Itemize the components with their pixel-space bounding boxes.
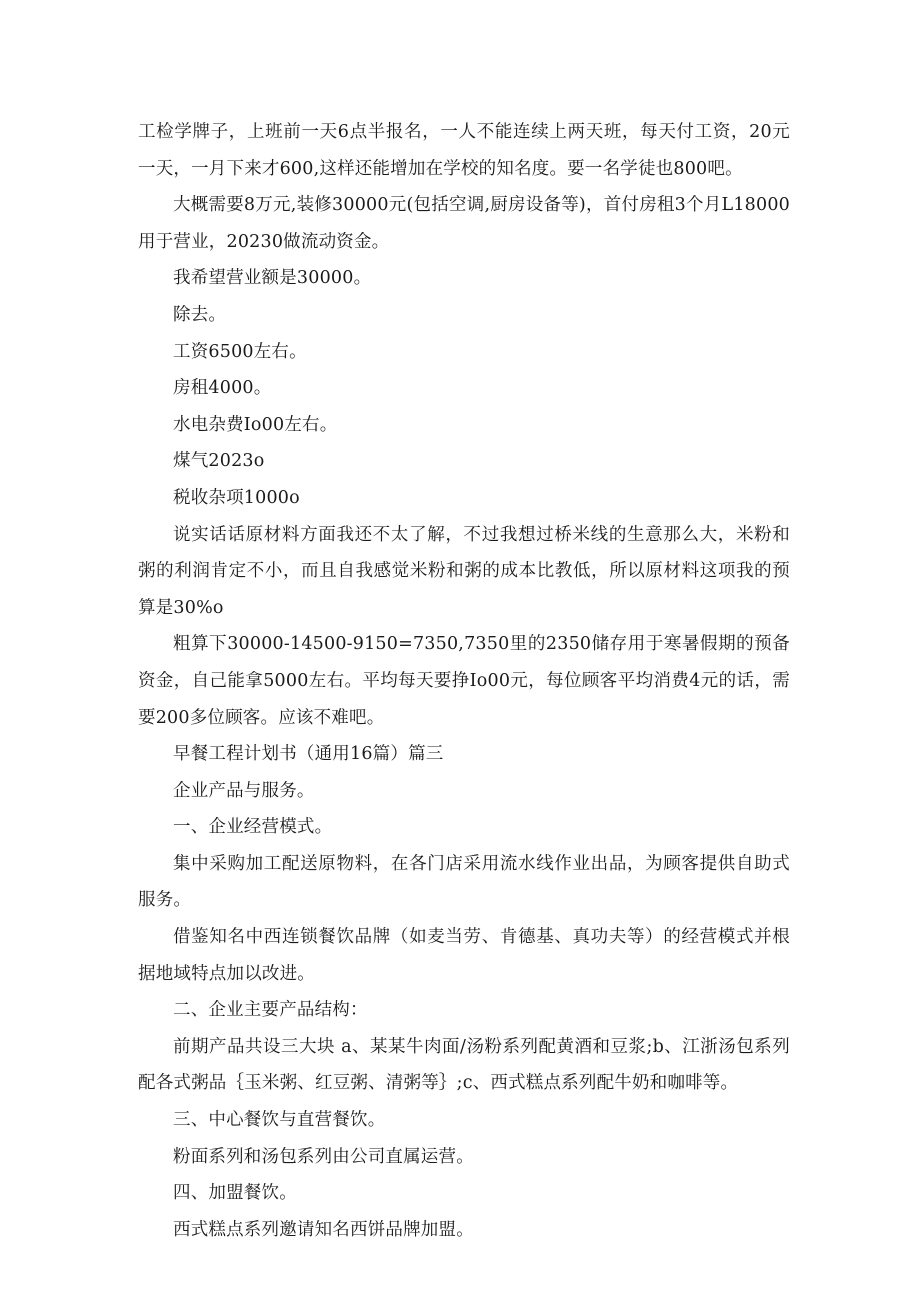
paragraph-11: 粗算下30000-14500-9150=7350,7350里的2350储存用于寒暑假期的预备资金，自己能拿5000左右。平均每天要挣Io00元，每位顾客平均消费4元的话，需要200多位顾客。应该不难吧。 [138, 634, 790, 728]
paragraph-3: 我希望营业额是30000。 [173, 268, 372, 289]
paragraph-16: 借鉴知名中西连锁餐饮品牌（如麦当劳、肯德基、真功夫等）的经营模式并根据地域特点加以改进。 [138, 927, 790, 984]
paragraph-7: 水电杂费Io00左右。 [173, 414, 338, 435]
paragraph-5: 工资6500左右。 [173, 341, 307, 362]
paragraph-9: 税收杂项1000o [173, 487, 300, 508]
paragraph-22: 西式糕点系列邀请知名西饼品牌加盟。 [173, 1219, 474, 1240]
subheading-business-model: 一、企业经营模式。 [173, 817, 333, 838]
paragraph-6: 房租4000。 [173, 378, 272, 399]
paragraph-8: 煤气2023o [173, 451, 265, 472]
document-body [138, 114, 790, 1248]
paragraph-18: 前期产品共设三大块 a、某某牛肉面/汤粉系列配黄酒和豆浆;b、江浙汤包系列配各式粥品｛玉米粥、红豆粥、清粥等｝;c、西式糕点系列配牛奶和咖啡等。 [138, 1036, 790, 1094]
section-heading: 早餐工程计划书（通用16篇）篇三 [173, 744, 444, 765]
subheading-product-structure: 二、企业主要产品结构： [173, 1000, 368, 1021]
paragraph-13: 企业产品与服务。 [173, 780, 315, 801]
paragraph-15: 集中采购加工配送原物料，在各门店采用流水线作业出品，为顾客提供自助式服务。 [138, 853, 790, 911]
paragraph-20: 粉面系列和汤包系列由公司直属运营。 [173, 1146, 474, 1167]
paragraph-2: 大概需要8万元,装修30000元(包括空调,厨房设备等)，首付房租3个月L18000用于营业，20230做流动资金。 [138, 195, 790, 252]
subheading-franchise: 四、加盟餐饮。 [173, 1183, 297, 1204]
paragraph-10: 说实话话原材料方面我还不太了解，不过我想过桥米线的生意那么大，米粉和粥的利润肯定不小，而且自我感觉米粉和粥的成本比教低，所以原材料这项我的预算是30%o [138, 524, 790, 618]
subheading-central-catering: 三、中心餐饮与直营餐饮。 [173, 1110, 386, 1131]
paragraph-1: 工检学牌子，上班前一天6点半报名，一人不能连续上两天班，每天付工资，20元一天，一月下来才600,这样还能增加在学校的知名度。要一名学徒也800吧。 [138, 122, 790, 179]
paragraph-4: 除去。 [173, 304, 227, 325]
